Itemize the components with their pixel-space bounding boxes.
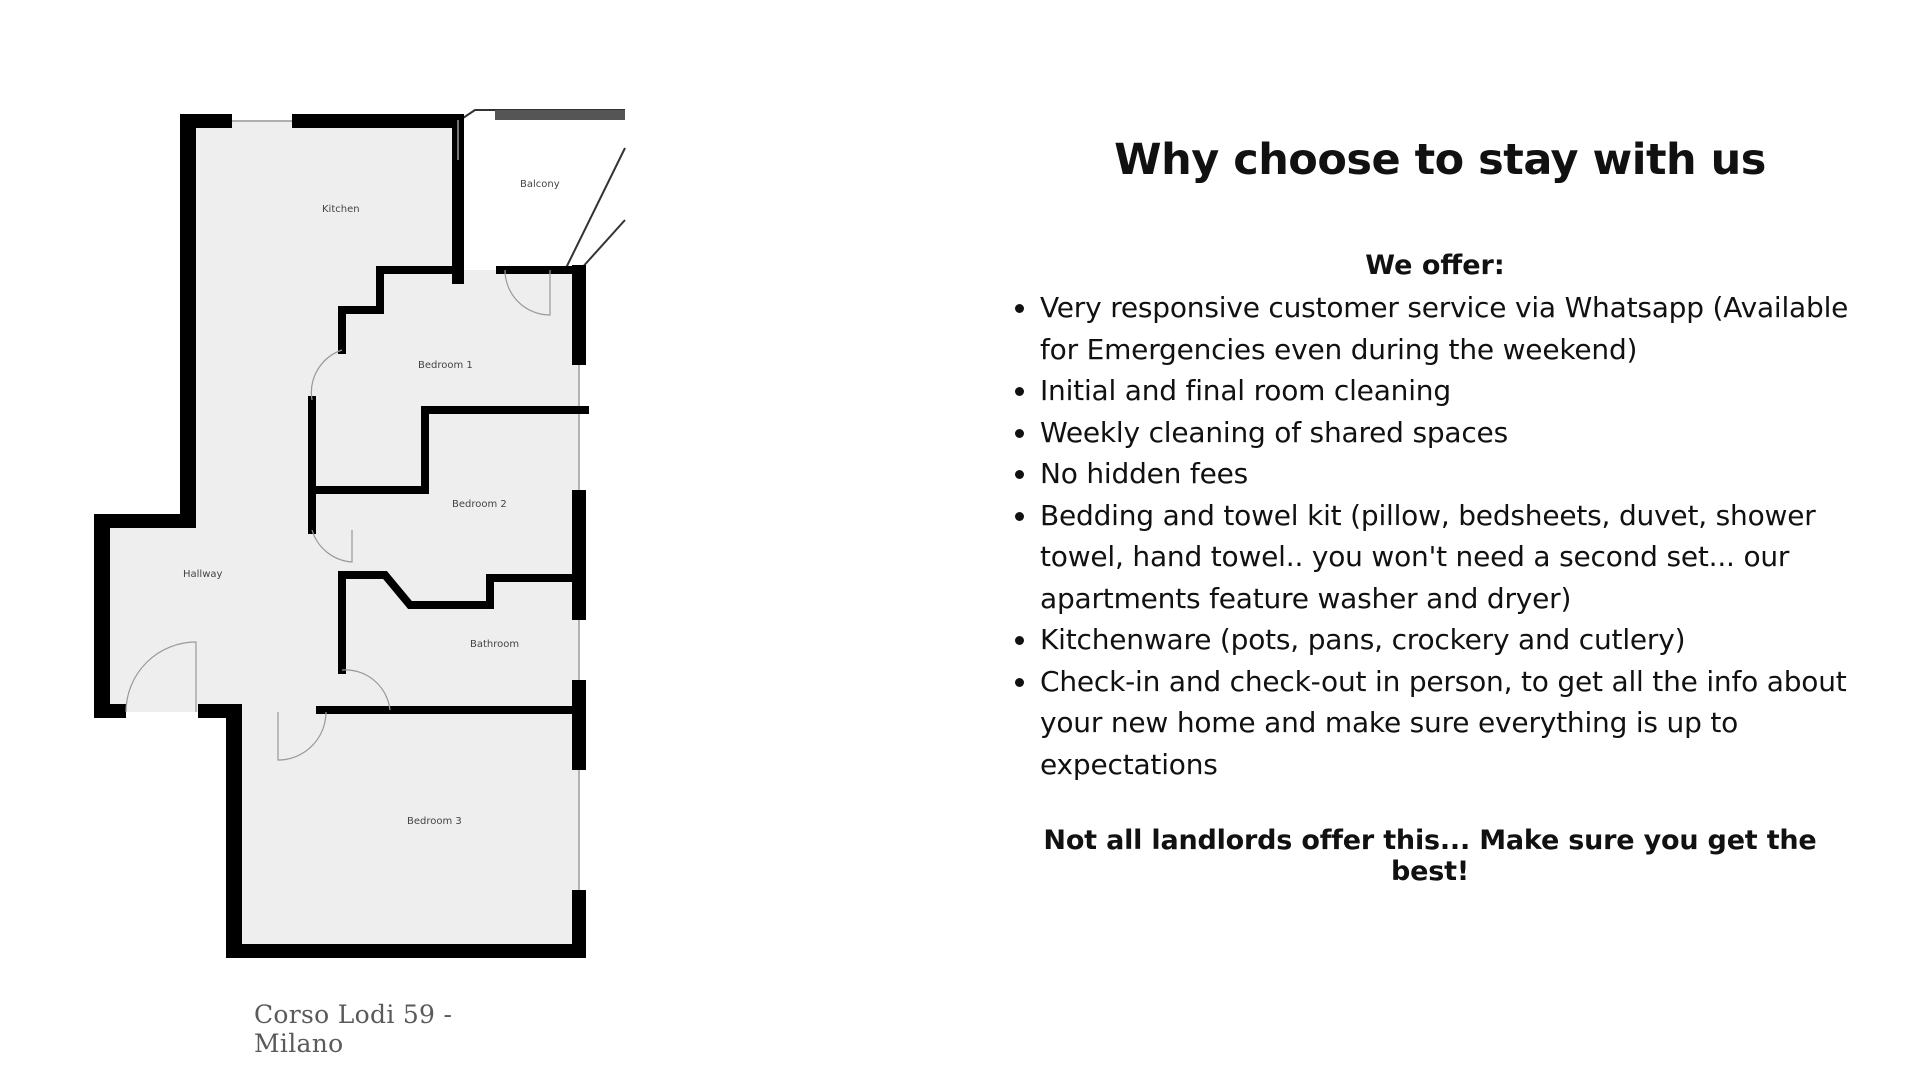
- list-item: Initial and final room cleaning: [1040, 370, 1850, 412]
- list-item: Check-in and check-out in person, to get all the info about your new home and make sure everything is up to expectations: [1040, 661, 1850, 786]
- list-item: Kitchenware (pots, pans, crockery and cutlery): [1040, 619, 1850, 661]
- room-label-hallway: Hallway: [183, 569, 223, 580]
- balcony-railing: [495, 110, 625, 120]
- list-item: Very responsive customer service via Whatsapp (Available for Emergencies even during the weekend): [1040, 287, 1850, 370]
- floor-plan: [80, 100, 640, 960]
- list-item: Bedding and towel kit (pillow, bedsheets, duvet, shower towel, hand towel.. you won't need a second set... our apartments feature washer and dryer): [1040, 495, 1850, 620]
- balcony-outline: [460, 110, 625, 270]
- room-label-bedroom-1: Bedroom 1: [418, 360, 473, 371]
- room-label-bedroom-2: Bedroom 2: [452, 499, 507, 510]
- list-item: Weekly cleaning of shared spaces: [1040, 412, 1850, 454]
- list-item: No hidden fees: [1040, 453, 1850, 495]
- offer-list: [990, 287, 1850, 785]
- room-label-balcony: Balcony: [520, 179, 560, 190]
- floor-plan-drawing: [80, 100, 640, 960]
- room-label-bedroom-3: Bedroom 3: [407, 816, 462, 827]
- room-label-bathroom: Bathroom: [470, 639, 520, 650]
- address-caption: Corso Lodi 59 - Milano: [254, 1000, 453, 1058]
- room-label-kitchen: Kitchen: [322, 204, 360, 215]
- page-title: Why choose to stay with us: [1114, 135, 1766, 185]
- floor-area: [102, 120, 578, 950]
- offer-heading: We offer:: [1365, 250, 1505, 281]
- footer-note: Not all landlords offer this... Make sure you get the best!: [1043, 825, 1817, 887]
- info-panel: [990, 135, 1850, 887]
